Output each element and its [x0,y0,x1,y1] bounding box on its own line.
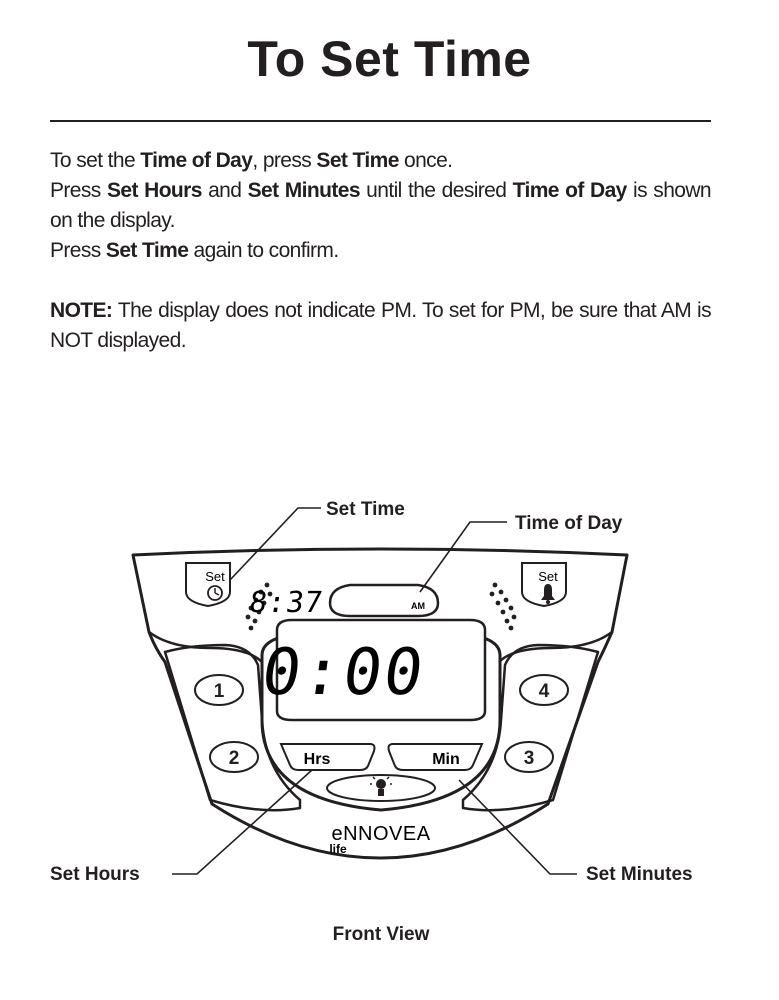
term-time-of-day: Time of Day [140,149,253,172]
set-time-button-label: Set [205,569,225,584]
text: is shown on the display. [50,179,711,232]
callout-set-minutes: Set Minutes [586,864,693,885]
am-indicator: AM [411,601,425,611]
callout-set-hours: Set Hours [50,864,140,885]
preset-button-2[interactable] [210,742,258,772]
text: Press [50,239,106,262]
preset-button-1-label: 1 [213,681,225,702]
preset-button-3-label: 3 [523,748,535,769]
text: , press [252,149,317,172]
clock-window [247,585,438,619]
term-set-minutes: Set Minutes [247,179,360,202]
page-title: To Set Time [247,31,532,87]
spacer [50,266,711,296]
preset-button-4-label: 4 [538,681,550,702]
note-text: The display does not indicate PM. To set for PM, be sure that AM is NOT displayed. [50,299,711,352]
term-set-time: Set Time [316,149,399,172]
preset-button-3[interactable] [505,742,553,772]
clock-time-display: 8:37 [247,585,326,619]
title-divider [50,120,711,122]
main-reading-display: 0:00 [257,635,430,710]
callout-set-time: Set Time [326,499,405,520]
text: To set the [50,149,141,172]
preset-button-4[interactable] [520,675,568,705]
front-panel-diagram [0,480,779,960]
set-minutes-button[interactable] [389,744,483,770]
text: again to confirm. [188,239,339,262]
text: once. [398,149,453,172]
note-label: NOTE: [50,299,113,322]
text: and [201,179,248,202]
preset-button-2-label: 2 [228,748,240,769]
term-time-of-day: Time of Day [512,179,627,202]
brand-sub: life [329,842,347,856]
instructions [50,146,711,356]
figure-caption: Front View [332,924,430,945]
preset-button-1[interactable] [195,675,243,705]
instruction-1 [50,146,711,176]
main-display [257,620,485,720]
note [50,296,711,356]
set-alarm-button[interactable] [522,563,566,606]
term-set-hours: Set Hours [106,179,202,202]
set-alarm-button-label: Set [538,569,558,584]
set-hours-button-label: Hrs [303,751,331,768]
set-minutes-button-label: Min [432,751,460,768]
text: Press [50,179,107,202]
text: until the desired [359,179,513,202]
callout-time-of-day: Time of Day [515,513,623,534]
term-set-time: Set Time [105,239,189,262]
instruction-2 [50,176,711,236]
brand-name: eNNOVEA [331,823,431,845]
light-button[interactable] [327,774,435,801]
set-hours-button[interactable] [281,744,375,770]
instruction-3 [50,236,711,266]
set-time-button[interactable] [186,563,230,606]
